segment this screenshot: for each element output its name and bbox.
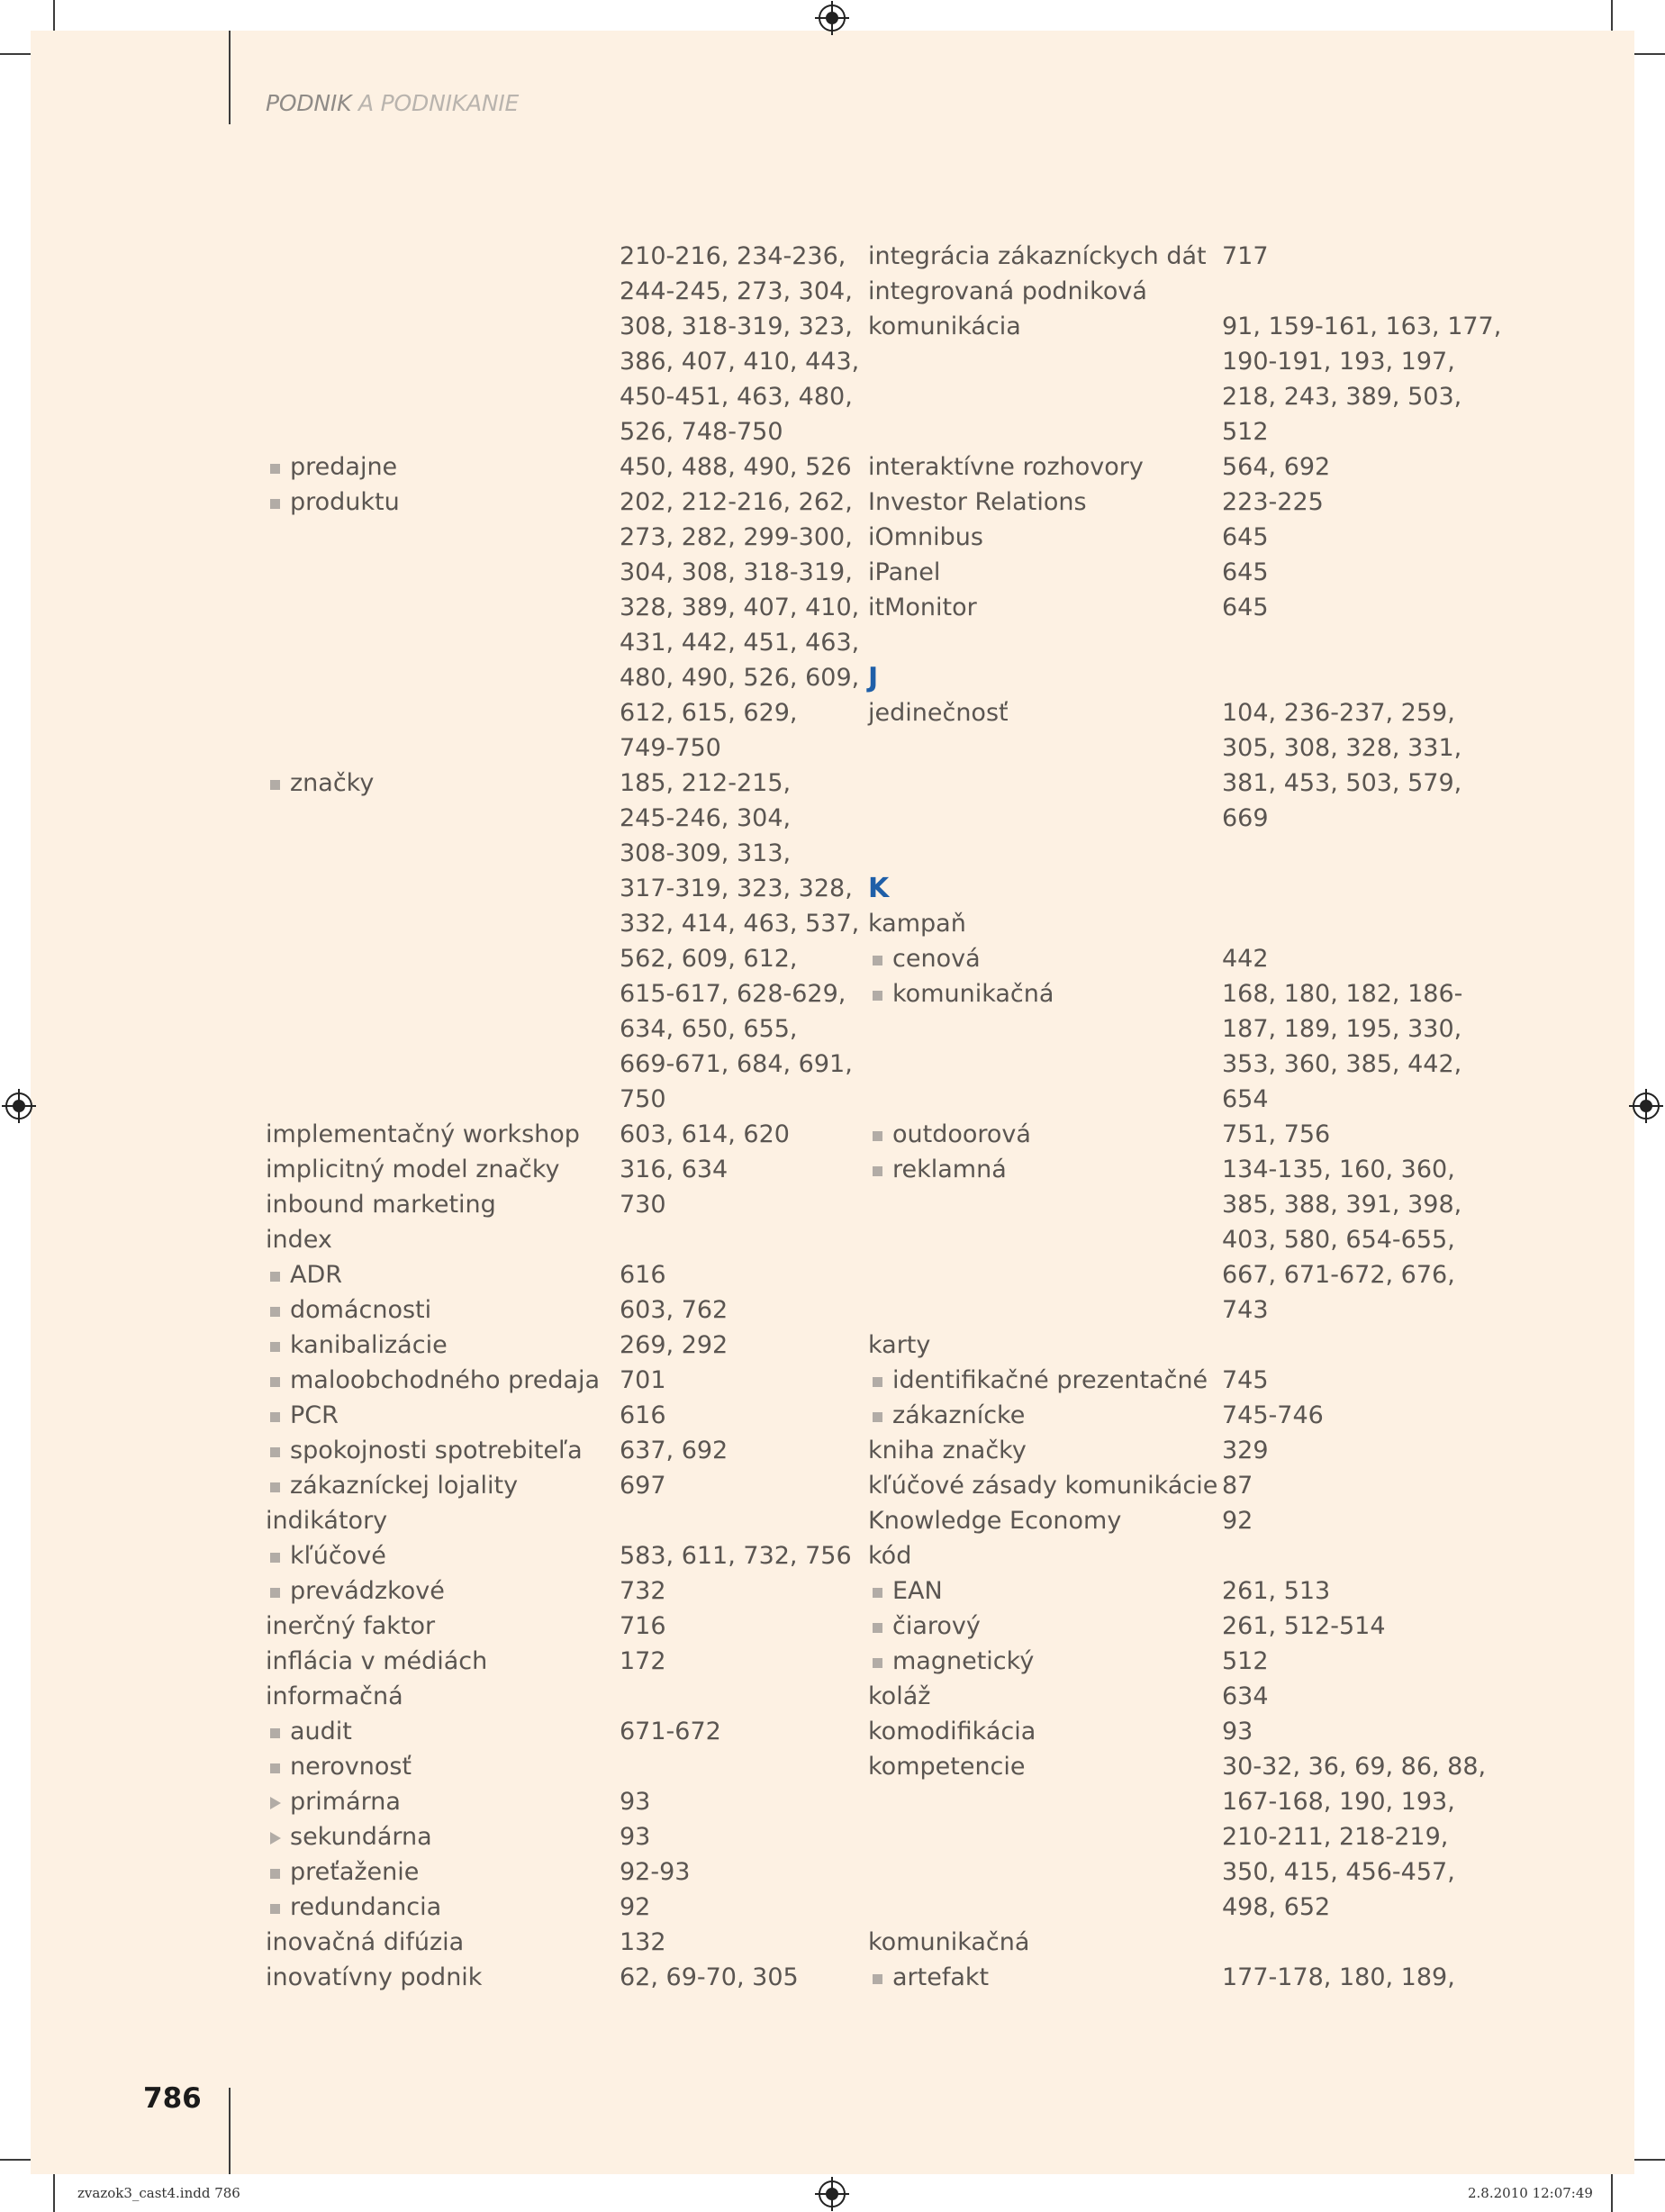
index-pages: 512 bbox=[1222, 1647, 1269, 1675]
index-term: outdoorová bbox=[892, 1120, 1031, 1148]
index-pages: 134-135, 160, 360, bbox=[1222, 1156, 1455, 1183]
index-entry bbox=[868, 908, 1462, 943]
index-pages: 308, 318-319, 323, bbox=[620, 313, 853, 340]
index-pages: 93 bbox=[620, 1788, 651, 1816]
index-entry bbox=[266, 1926, 824, 1962]
square-bullet-icon bbox=[270, 1412, 280, 1422]
index-pages: 564, 692 bbox=[1222, 453, 1331, 481]
index-column-right bbox=[868, 240, 1502, 1997]
index-entry bbox=[266, 1856, 824, 1891]
index-pages: 603, 762 bbox=[620, 1296, 728, 1324]
index-term: indikátory bbox=[266, 1507, 388, 1535]
footer-rule bbox=[229, 2088, 231, 2174]
index-pages: 93 bbox=[1222, 1718, 1253, 1745]
index-term: J bbox=[868, 662, 879, 694]
square-bullet-icon bbox=[873, 1974, 882, 1984]
index-term: komunikácia bbox=[868, 313, 1021, 340]
index-term: sekundárna bbox=[290, 1823, 432, 1851]
index-term: inovačná difúzia bbox=[266, 1928, 465, 1956]
index-pages: 645 bbox=[1222, 523, 1269, 551]
index-term: itMonitor bbox=[868, 594, 977, 621]
index-column-left bbox=[266, 240, 860, 1997]
index-term: Investor Relations bbox=[868, 488, 1087, 516]
triangle-bullet-icon bbox=[270, 1797, 281, 1809]
index-pages: 91, 159-161, 163, 177, bbox=[1222, 313, 1502, 340]
index-entry bbox=[868, 697, 1462, 732]
square-bullet-icon bbox=[270, 1272, 280, 1282]
square-bullet-icon bbox=[873, 956, 882, 965]
index-entry bbox=[868, 1681, 1462, 1716]
index-entry bbox=[868, 521, 1462, 557]
index-entry bbox=[266, 557, 853, 592]
square-bullet-icon bbox=[270, 1307, 280, 1317]
index-entry bbox=[868, 1540, 1462, 1575]
index-term: identifikačné prezentačné bbox=[892, 1366, 1208, 1394]
index-term: redundancia bbox=[290, 1893, 442, 1921]
index-pages: 745 bbox=[1222, 1366, 1269, 1394]
index-entry bbox=[868, 1470, 1462, 1505]
index-term: čiarový bbox=[892, 1612, 981, 1640]
index-pages: 583, 611, 732, 756 bbox=[620, 1542, 852, 1570]
index-pages: 717 bbox=[1222, 242, 1269, 270]
index-entry bbox=[868, 978, 1462, 1013]
index-term: inbound marketing bbox=[266, 1191, 496, 1219]
index-pages: 403, 580, 654-655, bbox=[1222, 1226, 1455, 1254]
index-pages: 177-178, 180, 189, bbox=[1222, 1963, 1455, 1991]
index-entry bbox=[266, 276, 853, 311]
index-pages: 381, 453, 503, 579, bbox=[1222, 769, 1462, 797]
index-entry bbox=[266, 486, 853, 521]
index-entry bbox=[266, 1189, 824, 1224]
index-pages: 634, 650, 655, bbox=[620, 1015, 798, 1043]
index-term: artefakt bbox=[892, 1963, 990, 1991]
index-entry bbox=[868, 627, 1462, 662]
index-entry bbox=[868, 1400, 1462, 1435]
index-pages: 316, 634 bbox=[620, 1156, 728, 1183]
index-term: karty bbox=[868, 1331, 931, 1359]
index-pages: 743 bbox=[1222, 1296, 1269, 1324]
index-pages: 350, 415, 456-457, bbox=[1222, 1858, 1455, 1886]
index-entry bbox=[266, 1224, 824, 1259]
index-term: informačná bbox=[266, 1682, 403, 1710]
index-term: spokojnosti spotrebiteľa bbox=[290, 1437, 583, 1464]
index-term: nerovnosť bbox=[290, 1753, 412, 1781]
index-term: predajne bbox=[290, 453, 398, 481]
index-pages: 450, 488, 490, 526 bbox=[620, 453, 852, 481]
index-pages: 745-746 bbox=[1222, 1401, 1324, 1429]
index-term: kompetencie bbox=[868, 1753, 1026, 1781]
index-entry bbox=[266, 873, 853, 908]
square-bullet-icon bbox=[873, 1623, 882, 1633]
index-entry bbox=[266, 1681, 824, 1716]
index-pages: 328, 389, 407, 410, bbox=[620, 594, 860, 621]
index-pages: 645 bbox=[1222, 594, 1269, 621]
square-bullet-icon bbox=[873, 1377, 882, 1387]
index-entry bbox=[266, 1891, 824, 1926]
index-entry bbox=[868, 1364, 1462, 1400]
square-bullet-icon bbox=[270, 464, 280, 474]
index-term: magnetický bbox=[892, 1647, 1035, 1675]
crop-mark bbox=[0, 2159, 31, 2161]
index-entry bbox=[266, 627, 860, 662]
index-term: interaktívne rozhovory bbox=[868, 453, 1144, 481]
index-term: prevádzkové bbox=[290, 1577, 445, 1605]
index-term: kľúčové zásady komunikácie bbox=[868, 1472, 1218, 1500]
index-entry bbox=[868, 1962, 1462, 1997]
index-pages: 273, 282, 299-300, bbox=[620, 523, 853, 551]
triangle-bullet-icon bbox=[270, 1832, 281, 1845]
index-term: preťaženie bbox=[290, 1858, 420, 1886]
crop-mark bbox=[1611, 2174, 1613, 2212]
registration-mark-icon bbox=[1633, 1092, 1660, 1120]
index-entry bbox=[868, 802, 1462, 838]
index-pages: 261, 512-514 bbox=[1222, 1612, 1386, 1640]
index-term: jedinečnosť bbox=[868, 699, 1009, 727]
index-pages: 637, 692 bbox=[620, 1437, 728, 1464]
index-pages: 93 bbox=[620, 1823, 651, 1851]
index-pages: 732 bbox=[620, 1577, 666, 1605]
index-entry bbox=[868, 1259, 1462, 1294]
index-term: iPanel bbox=[868, 558, 941, 586]
index-entry bbox=[266, 1540, 852, 1575]
registration-mark-icon bbox=[819, 5, 846, 32]
index-term: implicitný model značky bbox=[266, 1156, 560, 1183]
index-entry bbox=[266, 1013, 824, 1048]
square-bullet-icon bbox=[270, 1553, 280, 1563]
crop-mark bbox=[53, 0, 55, 31]
index-entry bbox=[266, 346, 860, 381]
index-entry bbox=[266, 381, 853, 416]
index-pages: 612, 615, 629, bbox=[620, 699, 798, 727]
square-bullet-icon bbox=[270, 780, 280, 790]
index-entry bbox=[868, 276, 1462, 311]
index-entry bbox=[868, 1013, 1462, 1048]
index-pages: 385, 388, 391, 398, bbox=[1222, 1191, 1462, 1219]
page-number: 786 bbox=[143, 2082, 202, 2115]
index-term: integrovaná podniková bbox=[868, 277, 1147, 305]
index-pages: 386, 407, 410, 443, bbox=[620, 348, 860, 376]
index-entry bbox=[266, 1610, 824, 1645]
index-pages: 654 bbox=[1222, 1085, 1269, 1113]
index-pages: 750 bbox=[620, 1085, 666, 1113]
index-term: domácnosti bbox=[290, 1296, 432, 1324]
index-pages: 526, 748-750 bbox=[620, 418, 783, 446]
square-bullet-icon bbox=[270, 1377, 280, 1387]
index-term: zákaznícke bbox=[892, 1401, 1026, 1429]
index-entry bbox=[266, 1364, 824, 1400]
index-entry bbox=[868, 1821, 1462, 1856]
index-pages: 104, 236-237, 259, bbox=[1222, 699, 1455, 727]
index-pages: 615-617, 628-629, bbox=[620, 980, 846, 1008]
index-entry bbox=[266, 978, 846, 1013]
index-entry bbox=[868, 1083, 1462, 1119]
index-pages: 498, 652 bbox=[1222, 1893, 1331, 1921]
index-pages: 716 bbox=[620, 1612, 666, 1640]
index-entry bbox=[266, 451, 852, 486]
index-pages: 512 bbox=[1222, 418, 1269, 446]
index-entry bbox=[868, 943, 1462, 978]
index-entry bbox=[868, 416, 1462, 451]
index-entry bbox=[266, 1083, 824, 1119]
square-bullet-icon bbox=[270, 1763, 280, 1773]
index-pages: 332, 414, 463, 537, bbox=[620, 910, 860, 938]
index-entry bbox=[868, 1716, 1462, 1751]
index-term: Knowledge Economy bbox=[868, 1507, 1122, 1535]
index-pages: 669 bbox=[1222, 804, 1269, 832]
square-bullet-icon bbox=[873, 1658, 882, 1668]
index-entry bbox=[868, 1786, 1462, 1821]
square-bullet-icon bbox=[270, 1869, 280, 1879]
square-bullet-icon bbox=[270, 499, 280, 509]
index-pages: 244-245, 273, 304, bbox=[620, 277, 853, 305]
index-entry bbox=[868, 1751, 1487, 1786]
index-entry bbox=[266, 1294, 824, 1329]
header-part-2: A PODNIKANIE bbox=[351, 90, 520, 116]
index-pages: 751, 756 bbox=[1222, 1120, 1331, 1148]
index-pages: 304, 308, 318-319, bbox=[620, 558, 853, 586]
index-term: kód bbox=[868, 1542, 912, 1570]
index-pages: 30-32, 36, 69, 86, 88, bbox=[1222, 1753, 1487, 1781]
index-entry bbox=[868, 451, 1462, 486]
index-entry bbox=[868, 1154, 1462, 1189]
index-entry bbox=[868, 1926, 1462, 1962]
index-entry bbox=[868, 486, 1462, 521]
index-entry bbox=[266, 943, 824, 978]
index-entry bbox=[868, 1575, 1462, 1610]
index-pages: 202, 212-216, 262, bbox=[620, 488, 853, 516]
index-entry bbox=[266, 521, 853, 557]
index-letter-heading bbox=[868, 662, 1462, 697]
index-entry bbox=[266, 1786, 824, 1821]
index-term: koláž bbox=[868, 1682, 931, 1710]
index-pages: 671-672 bbox=[620, 1718, 721, 1745]
index-entry bbox=[266, 1716, 824, 1751]
index-pages: 92-93 bbox=[620, 1858, 691, 1886]
index-entry bbox=[868, 1189, 1462, 1224]
index-entry bbox=[868, 732, 1462, 767]
index-entry bbox=[266, 1048, 853, 1083]
square-bullet-icon bbox=[873, 1588, 882, 1598]
square-bullet-icon bbox=[270, 1482, 280, 1492]
index-entry bbox=[868, 557, 1462, 592]
index-term: iOmnibus bbox=[868, 523, 983, 551]
index-term: integrácia zákazníckych dát bbox=[868, 242, 1207, 270]
index-entry bbox=[868, 1119, 1462, 1154]
index-entry bbox=[266, 1962, 824, 1997]
index-entry bbox=[266, 1329, 824, 1364]
index-pages: 269, 292 bbox=[620, 1331, 728, 1359]
index-entry bbox=[266, 1575, 824, 1610]
index-entry bbox=[266, 1751, 824, 1786]
registration-mark-icon bbox=[5, 1092, 32, 1120]
index-entry bbox=[266, 592, 860, 627]
index-pages: 645 bbox=[1222, 558, 1269, 586]
square-bullet-icon bbox=[270, 1342, 280, 1352]
index-pages: 730 bbox=[620, 1191, 666, 1219]
index-entry bbox=[266, 1645, 824, 1681]
index-entry bbox=[868, 1294, 1462, 1329]
header-rule bbox=[229, 31, 231, 124]
index-pages: 172 bbox=[620, 1647, 666, 1675]
index-entry bbox=[266, 1821, 824, 1856]
index-term: K bbox=[868, 873, 890, 904]
index-pages: 62, 69-70, 305 bbox=[620, 1963, 799, 1991]
index-entry bbox=[266, 1259, 824, 1294]
index-letter-heading bbox=[868, 873, 1462, 908]
index-term: cenová bbox=[892, 945, 981, 973]
index-term: kniha značky bbox=[868, 1437, 1027, 1464]
index-term: ADR bbox=[290, 1261, 343, 1289]
index-term: primárna bbox=[290, 1788, 401, 1816]
index-entry bbox=[868, 592, 1462, 627]
index-entry bbox=[868, 1329, 1462, 1364]
index-pages: 261, 513 bbox=[1222, 1577, 1331, 1605]
index-entry bbox=[868, 767, 1462, 802]
index-pages: 185, 212-215, bbox=[620, 769, 792, 797]
index-pages: 603, 614, 620 bbox=[620, 1120, 790, 1148]
index-entry bbox=[868, 346, 1462, 381]
index-term: audit bbox=[290, 1718, 352, 1745]
index-pages: 167-168, 190, 193, bbox=[1222, 1788, 1455, 1816]
index-entry bbox=[266, 311, 853, 346]
index-term: maloobchodného predaja bbox=[290, 1366, 601, 1394]
square-bullet-icon bbox=[873, 991, 882, 1001]
index-pages: 353, 360, 385, 442, bbox=[1222, 1050, 1462, 1078]
index-entry bbox=[266, 1400, 824, 1435]
index-term: PCR bbox=[290, 1401, 339, 1429]
index-pages: 616 bbox=[620, 1261, 666, 1289]
index-term: index bbox=[266, 1226, 332, 1254]
index-pages: 329 bbox=[1222, 1437, 1269, 1464]
index-entry bbox=[868, 311, 1502, 346]
index-entry bbox=[266, 1470, 824, 1505]
square-bullet-icon bbox=[873, 1412, 882, 1422]
index-term: komodifikácia bbox=[868, 1718, 1036, 1745]
crop-mark bbox=[0, 53, 31, 55]
square-bullet-icon bbox=[270, 1588, 280, 1598]
index-pages: 480, 490, 526, 609, bbox=[620, 664, 860, 692]
index-pages: 305, 308, 328, 331, bbox=[1222, 734, 1462, 762]
index-entry bbox=[868, 1891, 1462, 1926]
index-pages: 450-451, 463, 480, bbox=[620, 383, 853, 411]
slug-timestamp: 2.8.2010 12:07:49 bbox=[1468, 2185, 1593, 2201]
index-pages: 168, 180, 182, 186- bbox=[1222, 980, 1463, 1008]
index-pages: 701 bbox=[620, 1366, 666, 1394]
index-entry bbox=[266, 908, 860, 943]
index-entry bbox=[266, 767, 824, 802]
slug-filename: zvazok3_cast4.indd 786 bbox=[77, 2185, 240, 2201]
index-pages: 218, 243, 389, 503, bbox=[1222, 383, 1462, 411]
index-pages: 634 bbox=[1222, 1682, 1269, 1710]
index-pages: 92 bbox=[1222, 1507, 1253, 1535]
index-term: kampaň bbox=[868, 910, 966, 938]
index-pages: 749-750 bbox=[620, 734, 721, 762]
index-entry bbox=[266, 416, 824, 451]
square-bullet-icon bbox=[270, 1904, 280, 1914]
crop-mark bbox=[1611, 0, 1613, 31]
index-pages: 308-309, 313, bbox=[620, 839, 792, 867]
index-entry bbox=[868, 381, 1462, 416]
index-entry bbox=[868, 838, 1462, 873]
crop-mark bbox=[1634, 2159, 1665, 2161]
index-entry bbox=[266, 240, 846, 276]
square-bullet-icon bbox=[873, 1131, 882, 1141]
index-pages: 210-211, 218-219, bbox=[1222, 1823, 1449, 1851]
crop-mark bbox=[53, 2174, 55, 2212]
crop-mark bbox=[1634, 53, 1665, 55]
index-term: inflácia v médiách bbox=[266, 1647, 488, 1675]
square-bullet-icon bbox=[270, 1447, 280, 1457]
index-entry bbox=[868, 1856, 1462, 1891]
index-term: komunikačná bbox=[868, 1928, 1030, 1956]
index-entry bbox=[266, 1119, 824, 1154]
index-pages: 87 bbox=[1222, 1472, 1253, 1500]
index-term: inerčný faktor bbox=[266, 1612, 436, 1640]
index-term: EAN bbox=[892, 1577, 943, 1605]
index-term: značky bbox=[290, 769, 375, 797]
index-entry bbox=[266, 1505, 824, 1540]
index-pages: 190-191, 193, 197, bbox=[1222, 348, 1455, 376]
index-entry bbox=[266, 662, 860, 697]
registration-mark-icon bbox=[819, 2180, 846, 2207]
index-entry bbox=[868, 1505, 1462, 1540]
index-term: implementačný workshop bbox=[266, 1120, 580, 1148]
index-entry bbox=[868, 1435, 1462, 1470]
index-pages: 667, 671-672, 676, bbox=[1222, 1261, 1455, 1289]
index-pages: 669-671, 684, 691, bbox=[620, 1050, 853, 1078]
index-term: inovatívny podnik bbox=[266, 1963, 483, 1991]
index-pages: 187, 189, 195, 330, bbox=[1222, 1015, 1462, 1043]
index-term: kľúčové bbox=[290, 1542, 386, 1570]
square-bullet-icon bbox=[270, 1728, 280, 1738]
index-term: zákazníckej lojality bbox=[290, 1472, 519, 1500]
running-header bbox=[266, 90, 519, 116]
index-pages: 92 bbox=[620, 1893, 651, 1921]
index-term: kanibalizácie bbox=[290, 1331, 448, 1359]
index-entry bbox=[868, 1610, 1462, 1645]
index-pages: 223-225 bbox=[1222, 488, 1324, 516]
index-pages: 132 bbox=[620, 1928, 666, 1956]
index-pages: 442 bbox=[1222, 945, 1269, 973]
index-pages: 210-216, 234-236, bbox=[620, 242, 846, 270]
index-term: produktu bbox=[290, 488, 400, 516]
index-entry bbox=[868, 1048, 1462, 1083]
index-entry bbox=[266, 732, 824, 767]
index-entry bbox=[266, 838, 824, 873]
index-term: komunikačná bbox=[892, 980, 1054, 1008]
index-entry bbox=[868, 1224, 1462, 1259]
index-pages: 697 bbox=[620, 1472, 666, 1500]
index-entry bbox=[266, 1435, 824, 1470]
index-entry bbox=[266, 697, 824, 732]
index-entry bbox=[868, 240, 1462, 276]
index-term: reklamná bbox=[892, 1156, 1007, 1183]
index-pages: 245-246, 304, bbox=[620, 804, 792, 832]
index-entry bbox=[868, 1645, 1462, 1681]
index-pages: 317-319, 323, 328, bbox=[620, 875, 853, 902]
index-entry bbox=[266, 802, 824, 838]
index-entry bbox=[266, 1154, 824, 1189]
header-part-1: PODNIK bbox=[266, 90, 352, 116]
index-pages: 431, 442, 451, 463, bbox=[620, 629, 860, 657]
square-bullet-icon bbox=[873, 1166, 882, 1176]
index-pages: 616 bbox=[620, 1401, 666, 1429]
index-pages: 562, 609, 612, bbox=[620, 945, 798, 973]
